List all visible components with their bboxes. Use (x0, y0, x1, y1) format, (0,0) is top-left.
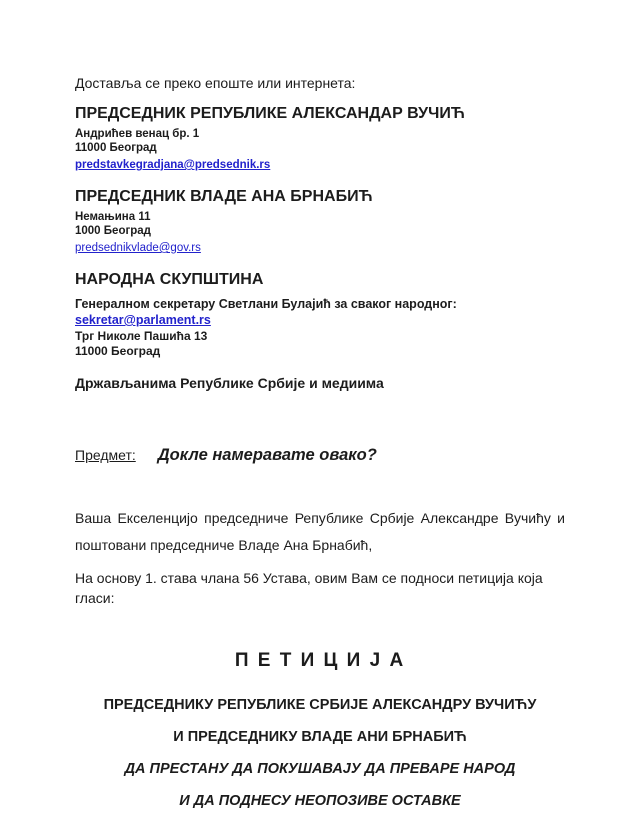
petition-title: П Е Т И Ц И Ј А (234, 650, 406, 671)
petition-intro-line: На основу 1. става члана 56 Устава, овим Вам се подноси петиција која гласи: (75, 570, 543, 606)
recipient-prime-minister-address-line: Немањина 11 (75, 211, 151, 223)
recipient-president-address-line: Андрићев венац бр. 1 (75, 128, 200, 140)
petition-block (75, 650, 565, 810)
subject-text: Докле намеравате овако? (157, 446, 377, 464)
recipient-prime-minister-title: ПРЕДСЕДНИК ВЛАДЕ АНА БРНАБИЋ (75, 188, 373, 205)
recipient-president-title: ПРЕДСЕДНИК РЕПУБЛИКЕ АЛЕКСАНДАР ВУЧИЋ (75, 105, 465, 122)
recipient-president (75, 104, 565, 173)
addressee-line: Држављанима Републике Србије и медиима (75, 375, 384, 391)
recipient-national-assembly (75, 270, 565, 359)
recipient-prime-minister-address-line: 1000 Београд (75, 225, 151, 237)
recipient-national-assembly-title: НАРОДНА СКУПШТИНА (75, 271, 264, 288)
subject-label: Предмет: (75, 447, 136, 463)
president-email-link[interactable]: predstavkegradjana@predsednik.rs (75, 159, 271, 171)
recipient-national-assembly-address-line: 11000 Београд (75, 344, 161, 358)
petition-line-prime-minister: И ПРЕДСЕДНИКУ ВЛАДЕ АНИ БРНАБИЋ (173, 729, 467, 745)
petition-line-demand-stop: ДА ПРЕСТАНУ ДА ПОКУШАВАЈУ ДА ПРЕВАРЕ НАРОД (124, 761, 516, 777)
petition-line-president: ПРЕДСЕДНИКУ РЕПУБЛИКЕ СРБИЈЕ АЛЕКСАНДРУ ВУЧИЋУ (103, 697, 537, 713)
petition-line-demand-resign: И ДА ПОДНЕСУ НЕОПОЗИВЕ ОСТАВКЕ (179, 793, 461, 809)
secretary-line (75, 296, 565, 328)
delivery-note: Доставља се преко епоште или интернета: (75, 75, 356, 91)
recipient-national-assembly-address-line: Трг Николе Пашића 13 (75, 329, 208, 343)
assembly-email-link[interactable]: sekretar@parlament.rs (75, 313, 211, 327)
subject-row (75, 446, 565, 465)
recipient-prime-minister (75, 187, 565, 256)
recipient-president-address-line: 11000 Београд (75, 142, 157, 154)
prime-minister-email-link[interactable]: predsednikvlade@gov.rs (75, 242, 201, 254)
salutation-paragraph: Ваша Екселенцијо председниче Републике Србије Александре Вучићу и поштовани председниче Владе Ана Брнабић, (75, 510, 565, 553)
secretary-line-text: Генералном секретару Светлани Булајић за сваког народног: (75, 297, 457, 311)
